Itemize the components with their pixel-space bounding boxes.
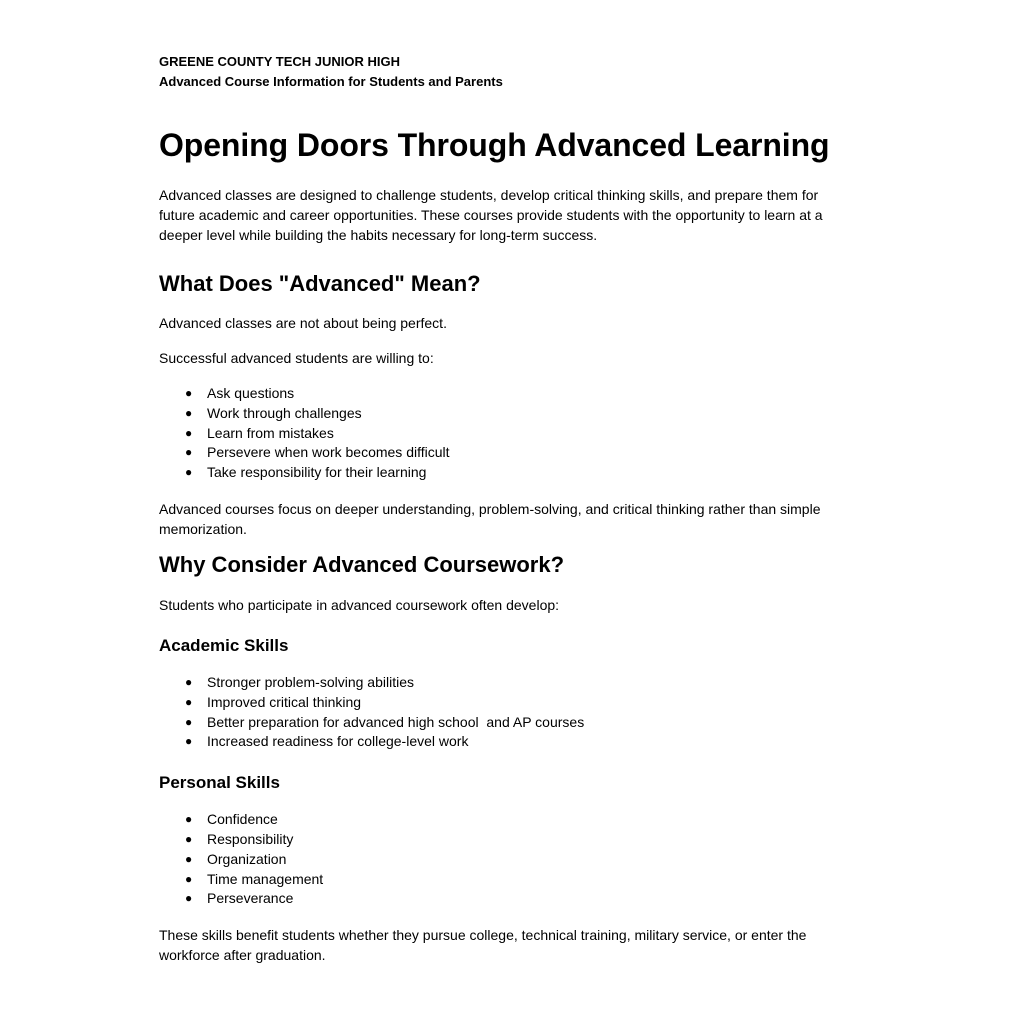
closing-line: Advanced courses focus on deeper understanding, problem-solving, and critical thinking rather than simple (159, 500, 821, 517)
bullet-icon: ● (185, 851, 193, 866)
bullet-icon: ● (185, 425, 193, 440)
personal-skills-list (159, 810, 879, 909)
list-item-text: Organization (207, 850, 287, 867)
list-item-text: Better preparation for advanced high school and AP courses (207, 713, 585, 730)
list-item (159, 732, 879, 752)
bullet-icon: ● (185, 674, 193, 689)
list-item-text: Work through challenges (207, 404, 362, 421)
list-item-text: Improved critical thinking (207, 693, 362, 710)
intro-line: future academic and career opportunities. These courses provide students with the opportunity to learn at a (159, 207, 823, 223)
bullet-icon: ● (185, 714, 193, 729)
list-item (159, 850, 879, 870)
bullet-icon: ● (185, 891, 193, 906)
bullet-icon: ● (185, 734, 193, 749)
personal-skills-heading: Personal Skills (159, 773, 280, 793)
closing-line: memorization. (159, 520, 247, 537)
list-item-text: Take responsibility for their learning (207, 464, 427, 481)
intro-paragraph (159, 185, 879, 245)
list-item-text: Persevere when work becomes difficult (207, 444, 450, 461)
list-item-text: Confidence (207, 811, 278, 828)
list-item (159, 673, 879, 693)
list-item-text: Stronger problem-solving abilities (207, 673, 414, 690)
section-heading-what-advanced-means: What Does "Advanced" Mean? (159, 271, 481, 296)
list-item-text: Learn from mistakes (207, 424, 334, 441)
closing-line: These skills benefit students whether they pursue college, technical training, military service, or enter the (159, 927, 807, 944)
list-item (159, 693, 879, 713)
bullet-icon: ● (185, 694, 193, 709)
closing-line: workforce after graduation. (159, 947, 326, 964)
list-item-text: Increased readiness for college-level work (207, 733, 469, 750)
intro-line: deeper level while building the habits necessary for long-term success. (159, 227, 598, 243)
list-item (159, 463, 879, 483)
document-subtitle: Advanced Course Information for Students and Parents (159, 74, 503, 89)
advanced-paragraph-1: Advanced classes are not about being perfect. (159, 315, 447, 331)
bullet-icon: ● (185, 871, 193, 886)
why-closing-paragraph (159, 925, 879, 965)
intro-line: Advanced classes are designed to challenge students, develop critical thinking skills, and prepare them for (159, 187, 819, 203)
school-name: GREENE COUNTY TECH JUNIOR HIGH (159, 54, 401, 69)
list-item (159, 384, 879, 404)
willing-to-list (159, 384, 879, 483)
list-item-text: Responsibility (207, 830, 294, 847)
list-item-text: Perseverance (207, 890, 294, 907)
bullet-icon: ● (185, 812, 193, 827)
bullet-icon: ● (185, 386, 193, 400)
list-item (159, 830, 879, 850)
bullet-icon: ● (185, 831, 193, 846)
list-item (159, 424, 879, 444)
academic-skills-heading: Academic Skills (159, 635, 289, 655)
list-item (159, 889, 879, 909)
document-page (159, 52, 879, 965)
list-item (159, 443, 879, 463)
list-item (159, 810, 879, 830)
page-title: Opening Doors Through Advanced Learning (159, 127, 830, 163)
advanced-closing-paragraph (159, 499, 879, 539)
list-item (159, 404, 879, 424)
bullet-icon: ● (185, 465, 193, 480)
section-heading-why-advanced: Why Consider Advanced Coursework? (159, 551, 565, 577)
academic-skills-list (159, 673, 879, 752)
bullet-icon: ● (185, 445, 193, 460)
why-intro-paragraph: Students who participate in advanced coursework often develop: (159, 596, 560, 613)
list-item-text: Time management (207, 870, 324, 887)
list-item (159, 713, 879, 733)
advanced-paragraph-2: Successful advanced students are willing to: (159, 350, 434, 366)
list-item-text: Ask questions (207, 385, 295, 401)
bullet-icon: ● (185, 405, 193, 420)
list-item (159, 870, 879, 890)
